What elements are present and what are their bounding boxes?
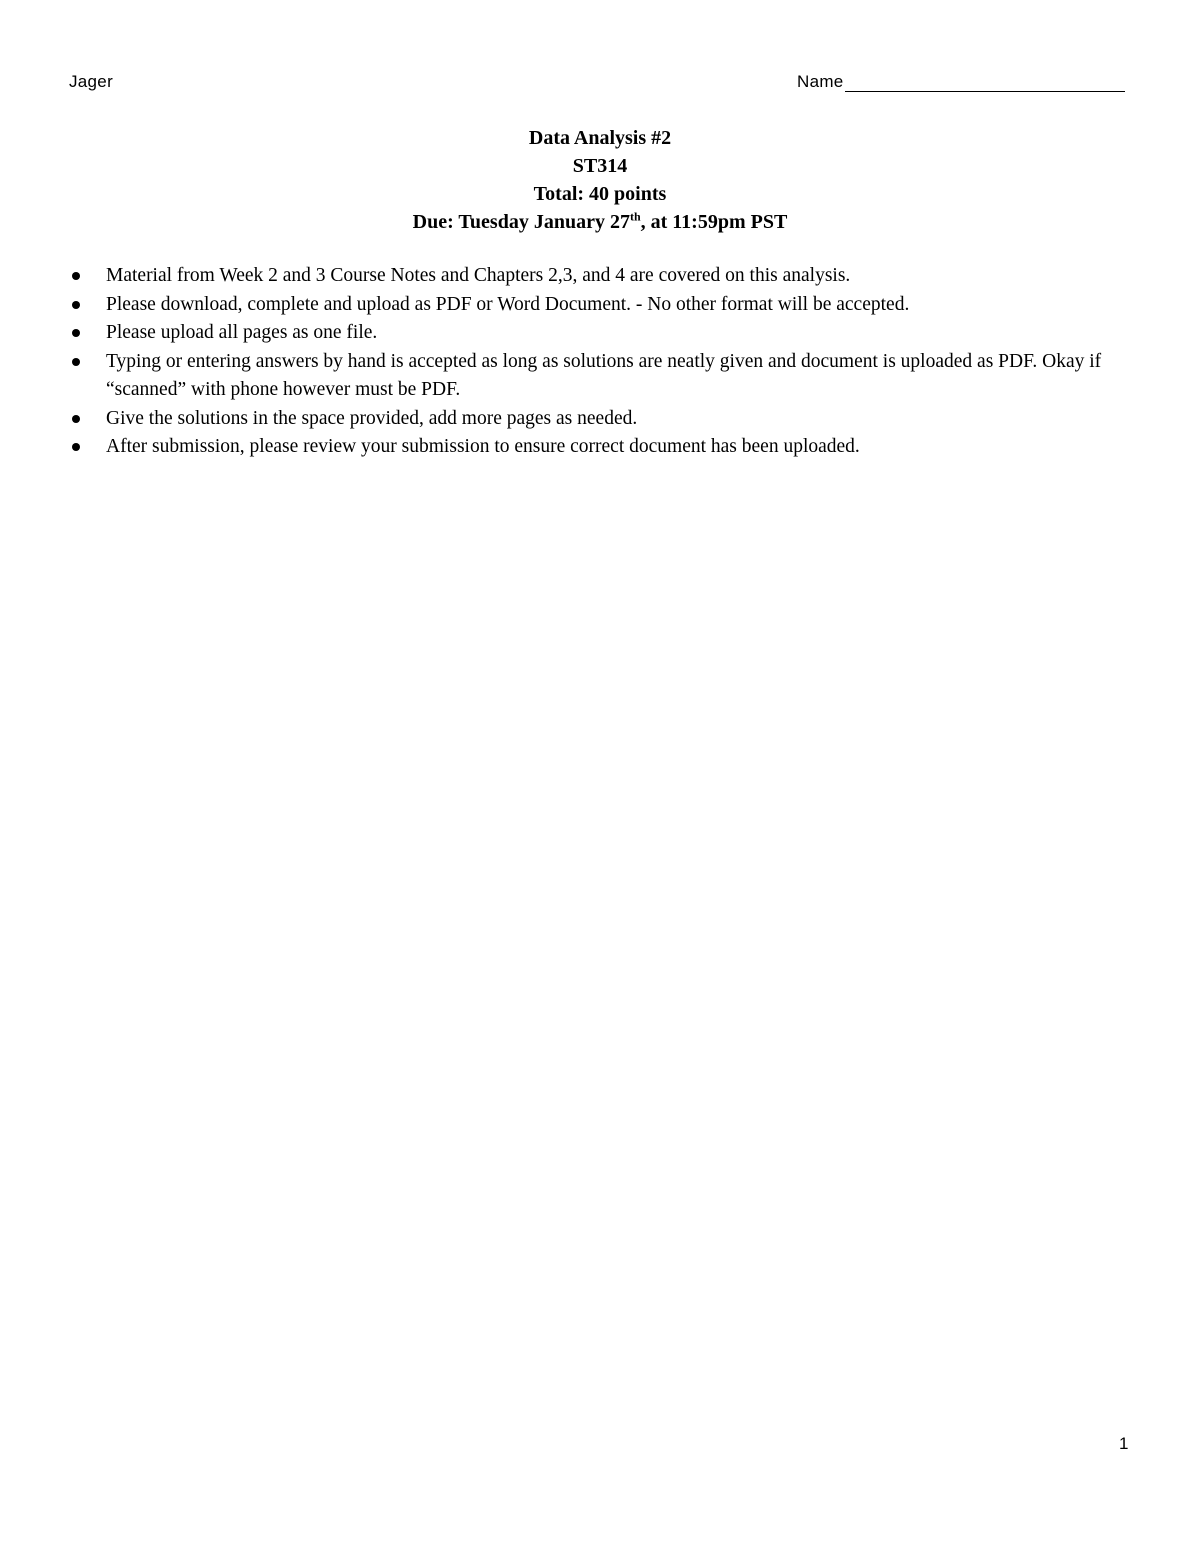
assignment-title: Data Analysis #2: [528, 127, 672, 149]
page-number: 1: [1119, 1434, 1129, 1453]
bullet-icon: [72, 272, 80, 280]
due-date-suffix: , at 11:59pm PST: [640, 211, 788, 233]
bullet-icon: [72, 358, 80, 366]
list-item: [72, 319, 1132, 348]
total-points: Total: 40 points: [533, 183, 667, 205]
list-item-text: Typing or entering answers by hand is accepted as long as solutions are neatly given and document is uploaded as PDF. Okay if “scanned” with phone however must be PDF.: [106, 350, 1102, 400]
bullet-icon: [72, 329, 80, 337]
list-item-text: After submission, please review your submission to ensure correct document has been uploaded.: [106, 436, 860, 457]
due-date-superscript: th: [629, 209, 641, 224]
header-author: Jager: [69, 72, 114, 91]
bullet-icon: [72, 415, 80, 423]
list-item: [72, 348, 1132, 405]
list-item-text: Material from Week 2 and 3 Course Notes and Chapters 2,3, and 4 are covered on this analysis.: [106, 265, 851, 286]
due-date: [0, 208, 1200, 236]
course-code: ST314: [572, 155, 628, 177]
due-date-prefix: Due: Tuesday January 27: [412, 211, 630, 233]
list-item: [72, 433, 1132, 462]
name-blank-line: [845, 73, 1125, 92]
title-block: [0, 124, 1200, 236]
bullet-icon: [72, 443, 80, 451]
list-item-text: Please upload all pages as one file.: [106, 322, 378, 343]
list-item: [72, 262, 1132, 291]
instructions-list: [72, 262, 1132, 462]
name-field: [797, 72, 1125, 92]
list-item-text: Give the solutions in the space provided, add more pages as needed.: [106, 407, 638, 429]
list-item: [72, 405, 1132, 434]
bullet-icon: [72, 301, 80, 309]
list-item: [72, 291, 1132, 320]
list-item-text: Please download, complete and upload as PDF or Word Document. - No other format will be accepted.: [106, 293, 910, 315]
name-label: Name: [797, 72, 844, 91]
